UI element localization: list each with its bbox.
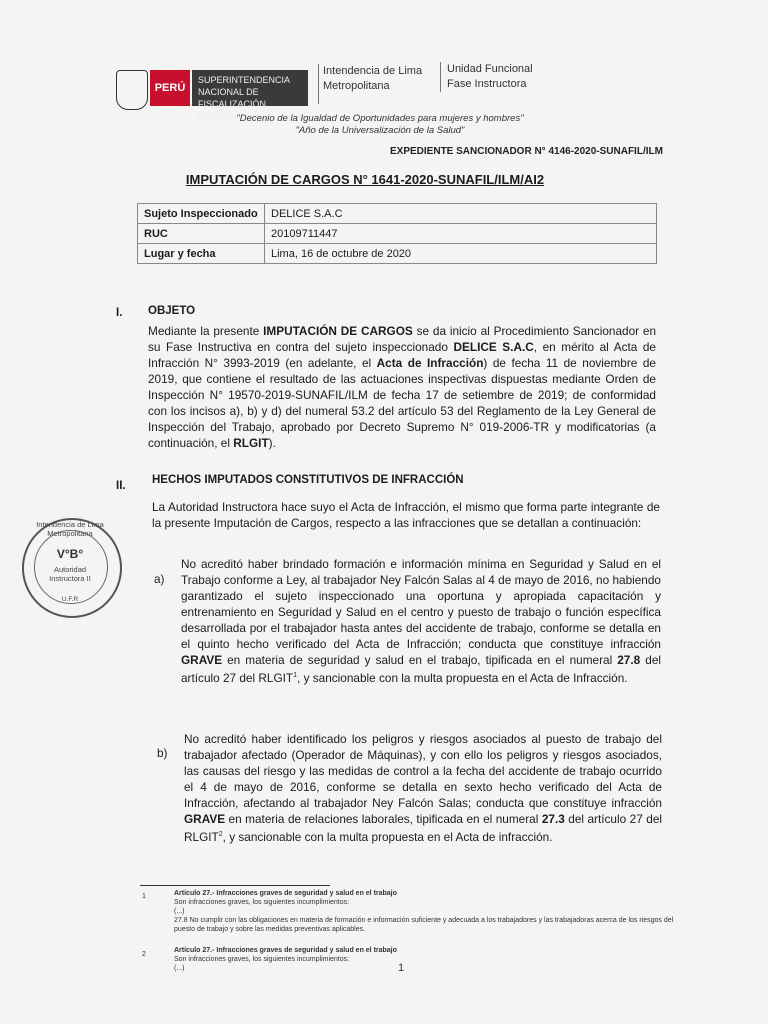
- peru-logo: PERÚ: [150, 70, 190, 106]
- stamp-authority: Autoridad Instructora II: [49, 565, 91, 583]
- unidad-label: [440, 62, 567, 92]
- section-1-paragraph: [148, 323, 656, 451]
- decenio-line2: "Año de la Universalización de la Salud": [295, 125, 465, 136]
- text-run: en materia de relaciones laborales, tipificada en el numeral: [225, 812, 542, 826]
- table-cell-label: Sujeto Inspeccionado: [138, 204, 265, 224]
- table-cell-label: RUC: [138, 224, 265, 244]
- table-cell-value: Lima, 16 de octubre de 2020: [265, 244, 657, 264]
- table-row: [138, 224, 657, 244]
- sunafil-logo: SUPERINTENDENCIA NACIONAL DE FISCALIZACIÓN LABORAL: [192, 70, 308, 106]
- coat-of-arms-icon: [116, 70, 148, 110]
- footnote-1-title: Artículo 27.- Infracciones graves de seguridad y salud en el trabajo: [174, 890, 397, 897]
- info-table: [137, 203, 657, 264]
- section-2-title: HECHOS IMPUTADOS CONSTITUTIVOS DE INFRACCIÓN: [152, 474, 464, 486]
- intendencia-line2: Metropolitana: [323, 80, 390, 92]
- document-title: IMPUTACIÓN DE CARGOS N° 1641-2020-SUNAFIL/ILM/AI2: [185, 172, 545, 187]
- footnote-2-line2: (...): [174, 965, 185, 972]
- page-number: 1: [398, 962, 405, 974]
- text-run: ).: [268, 436, 276, 450]
- table-cell-value: 20109711447: [265, 224, 657, 244]
- expediente-number: EXPEDIENTE SANCIONADOR N° 4146-2020-SUNAFIL/ILM: [390, 146, 663, 157]
- footnote-2-title: Artículo 27.- Infracciones graves de seguridad y salud en el trabajo: [174, 947, 397, 954]
- table-cell-value: DELICE S.A.C: [265, 204, 657, 224]
- text-run-bold: 27.8: [617, 653, 641, 667]
- table-cell-label: Lugar y fecha: [138, 244, 265, 264]
- stamp-ufr: U.F.R: [61, 596, 79, 603]
- item-a-letter: a): [154, 572, 165, 586]
- table-row: [138, 204, 657, 224]
- text-run-bold: GRAVE: [181, 653, 223, 667]
- section-2-intro: La Autoridad Instructora hace suyo el Acta de Infracción, el mismo que forma parte integrante de la presente Imputación de Cargos, respecto a las infracciones que se detallan a continuación:: [152, 500, 660, 530]
- footnote-ref: 1: [293, 672, 298, 679]
- text-run-bold: Acta de Infracción: [376, 356, 484, 370]
- footnote-1-number: 1: [142, 893, 146, 900]
- footnote-2-line1: Son infracciones graves, los siguientes incumplimientos:: [174, 956, 350, 963]
- table-row: [138, 244, 657, 264]
- unidad-line2: Fase Instructora: [447, 78, 527, 90]
- footnote-ref: 2: [218, 831, 223, 838]
- item-b-text: [184, 731, 662, 845]
- text-run: No acreditó haber brindado formación e información mínima en Seguridad y Salud en el Trabajo conforme a Ley, al trabajador Ney Falcón Salas al 4 de mayo de 2016, no habiendo garantizado el sujeto inspeccionado una oportuna y apropiada capacitación y entrenamiento en Seguridad y Salud en el centro y puesto de trabajo o función específica desarrollada por el trabajador hasta antes del accidente de trabajo, conforme se detalla en el quinto hecho verificado del Acta de Infracción; conducta que constituye infracción: [181, 557, 661, 651]
- text-run-bold: 27.3: [541, 812, 565, 826]
- section-1-number: I.: [116, 307, 123, 319]
- text-run: del artículo 27 del RLGIT: [181, 653, 661, 685]
- text-run: Mediante la presente: [148, 324, 264, 338]
- footnote-2: [174, 946, 674, 973]
- footnote-2-number: 2: [142, 951, 146, 958]
- footnote-1-line3: 27.8 No cumplir con las obligaciones en materia de formación e información suficiente y adecuada a los trabajadores y las trabajadoras acerca de los riesgos del puesto de trabajo y sobre las medidas preventivas aplicables.: [174, 917, 674, 933]
- text-run: se da inicio al Procedimiento Sancionador en su Fase Instructiva en contra del sujeto inspeccionado: [148, 324, 657, 354]
- text-run: No acreditó haber identificado los peligros y riesgos asociados al puesto de trabajo del trabajador afectado (Operador de Máquinas), y con ello los peligros y riesgos asociados, las causas del riesgo y las medidas de control a la fecha del accidente de trabajo ocurrido el 4 de mayo de 2016, conforme se detalla en sexto hecho verificado del Acta de Infracción, afectando al trabajador Ney Falcón Salas; conducta que constituye infracción: [184, 732, 662, 810]
- stamp-vb: V°B°: [56, 547, 84, 561]
- text-run-bold: IMPUTACIÓN DE CARGOS: [263, 324, 413, 338]
- text-run: en materia de seguridad y salud en el trabajo, tipificada en el numeral: [222, 653, 618, 667]
- intendencia-label: [318, 64, 435, 104]
- section-2-number: II.: [116, 480, 126, 492]
- footnote-separator: [140, 885, 330, 886]
- text-run: , y sancionable con la multa propuesta en el Acta de infracción.: [222, 829, 553, 844]
- text-run-bold: RLGIT: [233, 436, 269, 450]
- text-run: ) de fecha 11 de noviembre de 2019, que contiene el resultado de las actuaciones inspectivas dispuestas mediante Orden de Inspección N° 19570-2019-SUNAFIL/ILM de fecha 17 de setiembre de 2019; de conformidad con los incisos a), b) y d) del numeral 53.2 del artículo 53 del Reglamento de la Ley General de Inspección del Trabajo, aprobado por Decreto Supremo N° 019-2006-TR y modificatorias (a continuación, el: [148, 356, 656, 450]
- decenio-motto: [200, 113, 560, 137]
- stamp-ring-text: Intendencia de Lima Metropolitana: [36, 520, 104, 538]
- text-run-bold: DELICE S.A.C: [453, 340, 534, 354]
- item-b-letter: b): [157, 746, 168, 760]
- intendencia-line1: Intendencia de Lima: [323, 65, 423, 77]
- text-run: del artículo 27 del RLGIT: [184, 812, 662, 844]
- footnote-1: [174, 889, 674, 934]
- section-1-title: OBJETO: [148, 305, 196, 317]
- decenio-line1: "Decenio de la Igualdad de Oportunidades para mujeres y hombres": [236, 113, 524, 124]
- footnote-1-line1: Son infracciones graves, los siguientes incumplimientos:: [174, 899, 350, 906]
- unidad-line1: Unidad Funcional: [447, 63, 533, 75]
- item-a-text: [181, 556, 661, 686]
- text-run-bold: GRAVE: [184, 812, 226, 826]
- text-run: , en mérito al Acta de Infracción N° 3993-2019 (en adelante, el: [148, 340, 656, 370]
- footnote-1-line2: (...): [174, 908, 185, 915]
- text-run: , y sancionable con la multa propuesta en el Acta de Infracción.: [297, 670, 628, 685]
